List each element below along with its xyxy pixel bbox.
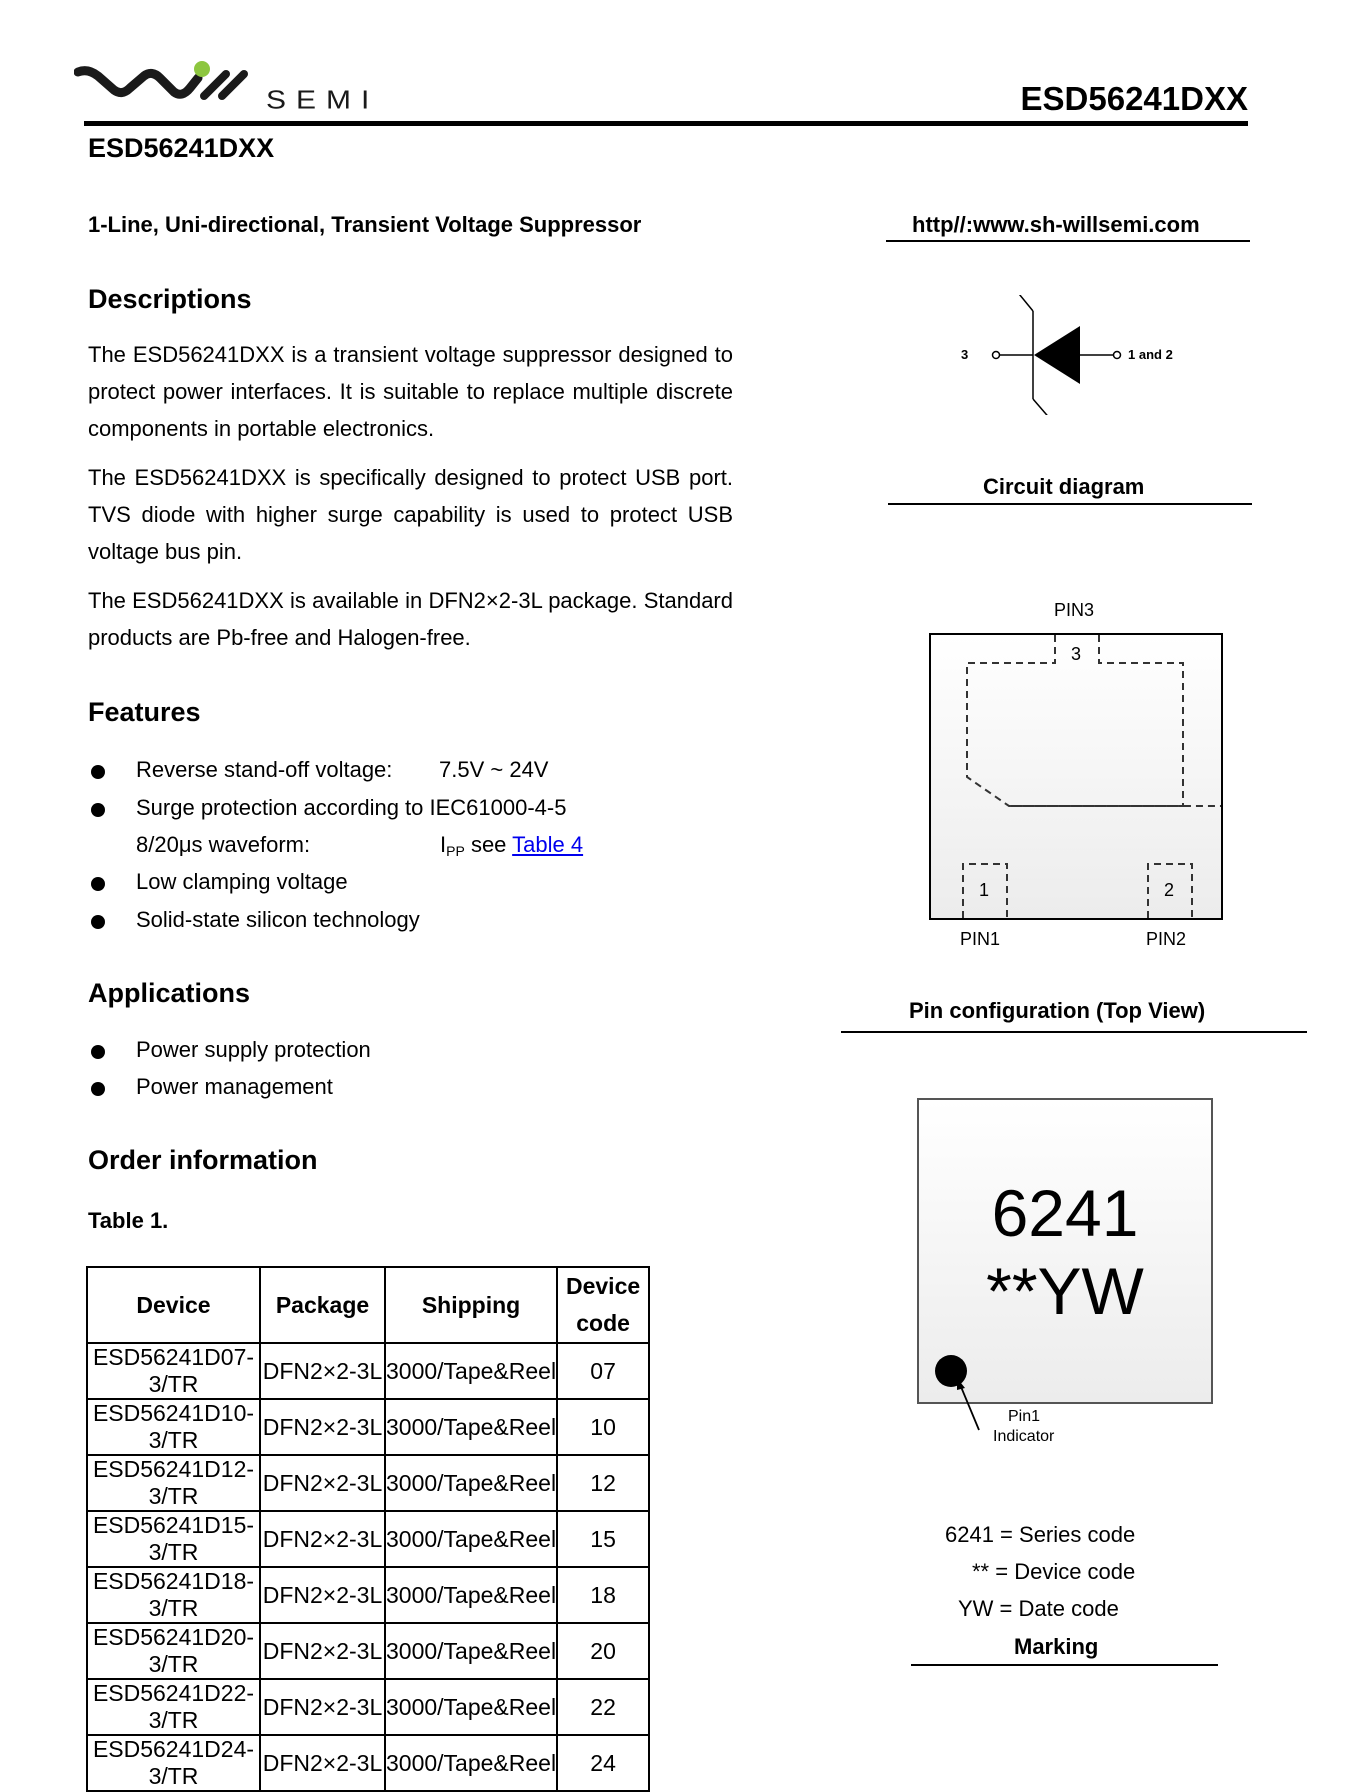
cell-shipping: 3000/Tape&Reel [385, 1567, 557, 1623]
pad-3-label: 3 [1071, 644, 1082, 664]
package-outline [929, 633, 1223, 920]
website-rule [886, 240, 1250, 242]
application-label: Power management [136, 1074, 333, 1099]
bullet-icon [91, 877, 105, 891]
marking-legend-series: 6241 = Series code [945, 1522, 1136, 1547]
cell-shipping: 3000/Tape&Reel [385, 1679, 557, 1735]
bullet-icon [91, 915, 105, 929]
bullet-icon [91, 1045, 105, 1059]
table-header-row [87, 1267, 649, 1343]
cell-package: DFN2×2-3L [260, 1399, 385, 1455]
pad-outline-icon [931, 635, 1221, 918]
description-paragraph-2: The ESD56241DXX is specifically designed to protect USB port. TVS diode with higher surge capability is used to protect USB voltage bus pin. [88, 465, 733, 564]
cell-package: DFN2×2-3L [260, 1679, 385, 1735]
cell-package: DFN2×2-3L [260, 1343, 385, 1399]
col-header-shipping: Shipping [385, 1267, 557, 1343]
cell-shipping: 3000/Tape&Reel [385, 1399, 557, 1455]
page-title: ESD56241DXX [88, 133, 275, 163]
circuit-diagram-caption: Circuit diagram [983, 474, 1145, 499]
cell-code: 07 [557, 1343, 649, 1399]
waveform-label: 8/20μs waveform: [136, 832, 311, 857]
order-table [86, 1266, 650, 1792]
cell-device: ESD56241D22-3/TR [87, 1679, 260, 1735]
cell-code: 15 [557, 1511, 649, 1567]
logo-wave [78, 71, 198, 95]
table-caption: Table 1. [88, 1208, 169, 1233]
cell-code: 24 [557, 1735, 649, 1791]
table-row [87, 1399, 649, 1455]
cell-device: ESD56241D15-3/TR [87, 1511, 260, 1567]
applications-heading: Applications [88, 978, 251, 1008]
pin1-label: PIN1 [960, 929, 1001, 949]
table-4-link[interactable]: Table 4 [512, 832, 584, 857]
marking-legend-device: ** = Device code [972, 1559, 1136, 1584]
features-heading: Features [88, 697, 201, 727]
feature-value: 7.5V ~ 24V [439, 757, 549, 782]
marking-series-code: 6241 [991, 1176, 1139, 1250]
order-heading: Order information [88, 1145, 318, 1175]
pin-config-rule [841, 1031, 1307, 1033]
bullet-icon [91, 765, 105, 779]
pin1-indicator-label-2: Indicator [993, 1428, 1055, 1445]
feature-label: Low clamping voltage [136, 869, 348, 894]
cell-package: DFN2×2-3L [260, 1567, 385, 1623]
feature-label: Reverse stand-off voltage: [136, 757, 393, 782]
pad-2-label: 2 [1164, 880, 1175, 900]
table-row [87, 1679, 649, 1735]
cell-shipping: 3000/Tape&Reel [385, 1455, 557, 1511]
cell-shipping: 3000/Tape&Reel [385, 1735, 557, 1791]
feature-label: Surge protection according to IEC61000-4-5 [136, 795, 567, 820]
cell-code: 12 [557, 1455, 649, 1511]
marking-caption: Marking [1014, 1634, 1099, 1659]
header-product-code: ESD56241DXX [1020, 80, 1248, 117]
description-paragraph-1: The ESD56241DXX is a transient voltage suppressor designed to protect power interfaces. It is suitable to replace multiple discrete components in portable electronics. [88, 342, 733, 441]
table-row [87, 1343, 649, 1399]
table-row [87, 1567, 649, 1623]
description-paragraph-3: The ESD56241DXX is available in DFN2×2-3L package. Standard products are Pb-free and Halogen-free. [88, 588, 733, 650]
marking-legend-date: YW = Date code [958, 1596, 1119, 1621]
table-row [87, 1455, 649, 1511]
cell-code: 18 [557, 1567, 649, 1623]
circuit-pin-3-label: 3 [961, 347, 969, 362]
cell-code: 10 [557, 1399, 649, 1455]
col-header-device-code: Device code [557, 1267, 649, 1343]
pin1-indicator-arrow-icon [955, 1378, 985, 1438]
cell-device: ESD56241D20-3/TR [87, 1623, 260, 1679]
cell-shipping: 3000/Tape&Reel [385, 1511, 557, 1567]
cell-device: ESD56241D18-3/TR [87, 1567, 260, 1623]
circuit-pin-1-2-label: 1 and 2 [1128, 347, 1173, 362]
circuit-rule [888, 503, 1252, 505]
table-row [87, 1735, 649, 1791]
pin1-indicator-label-1: Pin1 [1008, 1408, 1041, 1425]
cell-device: ESD56241D07-3/TR [87, 1343, 260, 1399]
ipp-text: $I_{PP}$ see Table 4 [440, 832, 584, 859]
cell-package: DFN2×2-3L [260, 1735, 385, 1791]
table-row [87, 1623, 649, 1679]
subtitle: 1-Line, Uni-directional, Transient Voltage Suppressor [88, 212, 642, 237]
pin-config-caption: Pin configuration (Top View) [909, 998, 1206, 1023]
marking-outline [917, 1098, 1213, 1404]
cell-code: 22 [557, 1679, 649, 1735]
cell-package: DFN2×2-3L [260, 1455, 385, 1511]
cell-code: 20 [557, 1623, 649, 1679]
application-label: Power supply protection [136, 1037, 371, 1062]
logo-dot [194, 61, 210, 77]
brand-text: SEMI [266, 86, 380, 115]
table-row [87, 1511, 649, 1567]
cell-device: ESD56241D12-3/TR [87, 1455, 260, 1511]
feature-label: Solid-state silicon technology [136, 907, 420, 932]
cell-shipping: 3000/Tape&Reel [385, 1623, 557, 1679]
pin3-label: PIN3 [1054, 600, 1095, 620]
cell-package: DFN2×2-3L [260, 1623, 385, 1679]
website-link[interactable]: http//:www.sh-willsemi.com [912, 212, 1200, 237]
marking-device-date-code: **YW [986, 1254, 1144, 1328]
marking-rule [911, 1664, 1218, 1666]
header-rule [84, 121, 1248, 126]
col-header-device: Device [87, 1267, 260, 1343]
cell-device: ESD56241D24-3/TR [87, 1735, 260, 1791]
col-header-package: Package [260, 1267, 385, 1343]
descriptions-heading: Descriptions [88, 284, 252, 314]
cell-shipping: 3000/Tape&Reel [385, 1343, 557, 1399]
pin2-label: PIN2 [1146, 929, 1187, 949]
cell-package: DFN2×2-3L [260, 1511, 385, 1567]
pad-1-label: 1 [979, 880, 990, 900]
cell-device: ESD56241D10-3/TR [87, 1399, 260, 1455]
bullet-icon [91, 1082, 105, 1096]
bullet-icon [91, 803, 105, 817]
